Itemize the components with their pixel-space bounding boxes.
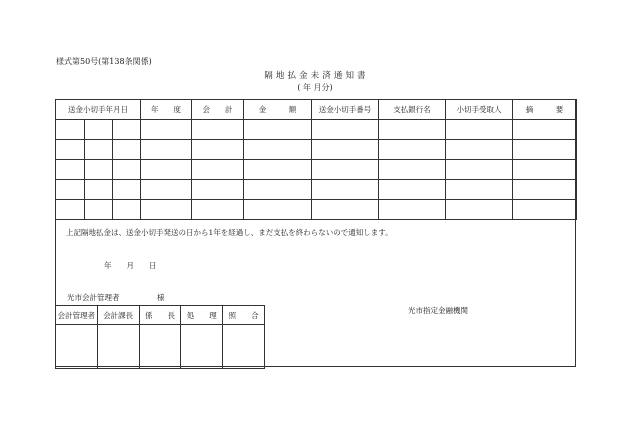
stamp-box bbox=[223, 325, 265, 369]
table-cell bbox=[446, 140, 513, 160]
table-row bbox=[56, 140, 577, 160]
table-cell bbox=[56, 200, 85, 220]
table-cell bbox=[192, 180, 244, 200]
table-cell bbox=[192, 140, 244, 160]
table-cell bbox=[244, 120, 312, 140]
header-check-number: 送金小切手番号 bbox=[312, 100, 379, 120]
table-cell bbox=[379, 120, 446, 140]
table-cell bbox=[192, 120, 244, 140]
table-cell bbox=[379, 200, 446, 220]
table-cell bbox=[141, 140, 192, 160]
table-cell bbox=[113, 160, 141, 180]
header-account: 会 計 bbox=[192, 100, 244, 120]
table-cell bbox=[56, 160, 85, 180]
checks-table bbox=[55, 99, 577, 220]
table-cell bbox=[312, 180, 379, 200]
designated-bank-label: 光市指定金融機関 bbox=[408, 306, 468, 315]
table-cell bbox=[56, 180, 85, 200]
table-row bbox=[56, 180, 577, 200]
table-cell bbox=[244, 160, 312, 180]
table-cell bbox=[85, 120, 113, 140]
table-cell bbox=[513, 120, 577, 140]
table-cell bbox=[446, 160, 513, 180]
table-cell bbox=[113, 200, 141, 220]
table-cell bbox=[113, 120, 141, 140]
table-row bbox=[56, 160, 577, 180]
header-paying-bank: 支払銀行名 bbox=[379, 100, 446, 120]
table-cell bbox=[192, 160, 244, 180]
table-cell bbox=[56, 140, 85, 160]
date-line: 年 月 日 bbox=[104, 261, 157, 270]
approval-section-chief: 会計課長 bbox=[97, 306, 139, 325]
table-cell bbox=[446, 120, 513, 140]
approval-stamp-row bbox=[56, 325, 265, 369]
notice-text: 上記隔地払金は、送金小切手発送の日から1年を経過し、まだ支払を終わらないので通知します。 bbox=[66, 228, 393, 237]
approval-subsection-chief: 係 長 bbox=[139, 306, 181, 325]
approval-processing: 処 理 bbox=[181, 306, 223, 325]
table-cell bbox=[113, 180, 141, 200]
table-cell bbox=[513, 160, 577, 180]
approval-accounting-manager: 会計管理者 bbox=[56, 306, 98, 325]
table-cell bbox=[312, 200, 379, 220]
table-cell bbox=[141, 200, 192, 220]
period-line: ( 年 月分) bbox=[297, 83, 333, 92]
table-cell bbox=[141, 120, 192, 140]
header-payee: 小切手受取人 bbox=[446, 100, 513, 120]
table-cell bbox=[244, 200, 312, 220]
table-cell bbox=[141, 180, 192, 200]
table-cell bbox=[513, 140, 577, 160]
stamp-box bbox=[139, 325, 181, 369]
table-cell bbox=[446, 200, 513, 220]
table-cell bbox=[192, 200, 244, 220]
table-row bbox=[56, 120, 577, 140]
approval-header-row bbox=[56, 306, 265, 325]
addressee-line: 光市会計管理者 様 bbox=[67, 293, 165, 302]
table-header-row bbox=[56, 100, 577, 120]
table-cell bbox=[379, 140, 446, 160]
stamp-box bbox=[181, 325, 223, 369]
table-cell bbox=[244, 180, 312, 200]
table-cell bbox=[244, 140, 312, 160]
table-cell bbox=[312, 140, 379, 160]
approval-stamp-table bbox=[55, 305, 265, 369]
table-cell bbox=[85, 140, 113, 160]
table-cell bbox=[113, 140, 141, 160]
table-cell bbox=[446, 180, 513, 200]
approval-verification: 照 合 bbox=[223, 306, 265, 325]
table-cell bbox=[379, 160, 446, 180]
table-cell bbox=[312, 160, 379, 180]
document-title: 隔 地 払 金 未 済 通 知 書 bbox=[264, 71, 366, 81]
header-amount: 金 額 bbox=[244, 100, 312, 120]
header-check-date: 送金小切手年月日 bbox=[56, 100, 141, 120]
header-remarks: 摘 要 bbox=[513, 100, 577, 120]
table-cell bbox=[56, 120, 85, 140]
table-cell bbox=[85, 180, 113, 200]
table-cell bbox=[513, 200, 577, 220]
table-cell bbox=[312, 120, 379, 140]
table-cell bbox=[85, 200, 113, 220]
table-cell bbox=[141, 160, 192, 180]
stamp-box bbox=[56, 325, 98, 369]
table-cell bbox=[85, 160, 113, 180]
stamp-box bbox=[97, 325, 139, 369]
header-fiscal-year: 年 度 bbox=[141, 100, 192, 120]
table-cell bbox=[513, 180, 577, 200]
form-number: 様式第50号(第138条関係) bbox=[56, 57, 152, 66]
table-cell bbox=[379, 180, 446, 200]
table-row bbox=[56, 200, 577, 220]
